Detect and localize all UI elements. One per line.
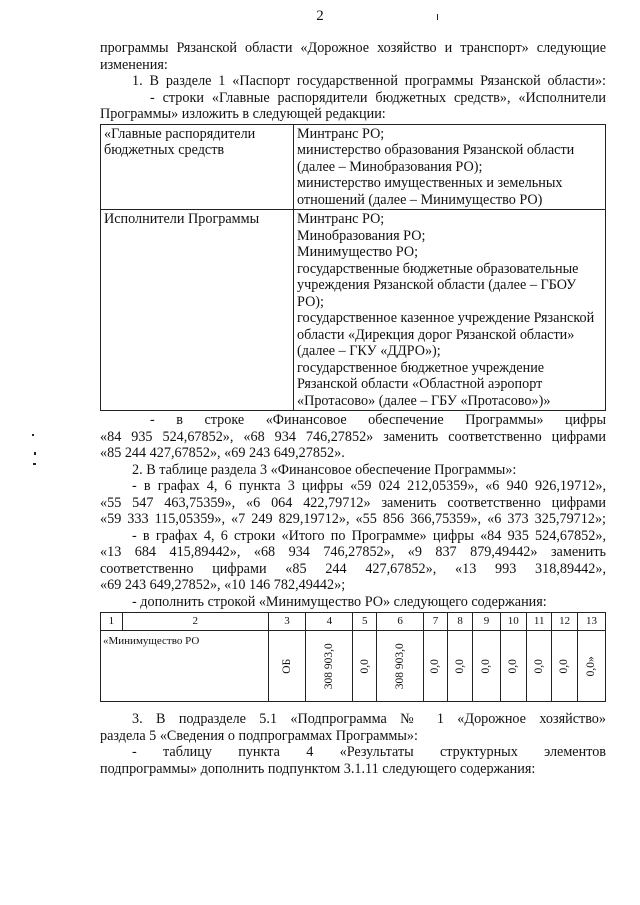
scan-speck xyxy=(34,452,36,455)
header-cell: 1 xyxy=(101,613,123,631)
total-line-2: «13 684 415,89442», «68 934 746,27852», «9 837 879,49442» заменить xyxy=(100,544,606,560)
graphs-line-1: - в графах 4, 6 пункта 3 цифры «59 024 212,05359», «6 940 926,19712», xyxy=(132,478,606,494)
table-cell xyxy=(552,631,577,702)
header-cell: 2 xyxy=(122,613,268,631)
add-row-paragraph: - дополнить строкой «Минимущество РО» следующего содержания: xyxy=(132,593,547,610)
header-cell: 3 xyxy=(268,613,306,631)
table-cell xyxy=(353,631,377,702)
item-3-line-1: 3. В подразделе 5.1 «Подпрограмма № 1 «Дорожное хозяйство» xyxy=(132,711,606,727)
vertical-value: ОБ xyxy=(280,658,293,674)
vertical-value: 0,0 xyxy=(532,658,545,674)
table-row xyxy=(101,210,606,411)
table-cell xyxy=(268,631,306,702)
table-cell: «Главные распорядители бюджетных средств xyxy=(101,124,294,210)
row-name-cell: «Минимущество РО xyxy=(101,631,269,702)
item-1-line-1: - строки «Главные распорядители бюджетных средств», «Исполнители xyxy=(150,89,606,106)
header-cell: 7 xyxy=(424,613,448,631)
total-line-3: соответственно цифрами «85 244 427,67852», «13 993 318,89442», xyxy=(100,560,606,577)
financing-line-1: - в строке «Финансовое обеспечение Программы» цифры xyxy=(150,412,606,428)
financing-line-2: «84 935 524,67852», «68 934 746,27852» заменить соответственно цифрами xyxy=(100,428,606,445)
header-cell: 4 xyxy=(306,613,353,631)
header-cell: 8 xyxy=(447,613,472,631)
table-add-line-1: - таблицу пункта 4 «Результаты структурных элементов xyxy=(132,744,606,760)
table-add-line-2: подпрограммы» дополнить подпунктом 3.1.11 следующего содержания: xyxy=(100,760,536,777)
table-cell xyxy=(500,631,526,702)
item-2: 2. В таблице раздела 3 «Финансовое обеспечение Программы»: xyxy=(132,461,517,478)
vertical-value: 0,0 xyxy=(429,658,442,674)
table-cell xyxy=(577,631,605,702)
vertical-value: 308 903,0 xyxy=(323,643,336,689)
vertical-value: 0,0 xyxy=(358,658,371,674)
table-cell: Минтранс РО; министерство образования Рязанской области (далее – Минобразования РО); министерство имущественных и земельных отношений (далее – Минимущество РО) xyxy=(294,124,606,210)
header-cell: 11 xyxy=(526,613,551,631)
table-cell xyxy=(473,631,500,702)
item-1: 1. В разделе 1 «Паспорт государственной программы Рязанской области»: xyxy=(132,73,606,89)
total-line-4: «69 243 649,27852», «10 146 782,49442»; xyxy=(100,577,346,593)
header-cell: 10 xyxy=(500,613,526,631)
table-cell xyxy=(424,631,448,702)
vertical-value: 0,0 xyxy=(558,658,571,674)
header-cell: 12 xyxy=(552,613,577,631)
total-line-1: - в графах 4, 6 строки «Итого по Программе» цифры «84 935 524,67852», xyxy=(132,527,606,544)
header-cell: 9 xyxy=(473,613,500,631)
table-header-row xyxy=(101,613,606,631)
header-cell: 5 xyxy=(353,613,377,631)
financing-line-3: «85 244 427,67852», «69 243 649,27852». xyxy=(100,445,345,461)
item-3-line-2: раздела 5 «Сведения о подпрограммах Программы»: xyxy=(100,727,418,744)
graphs-line-2: «55 547 463,75359», «6 064 422,79712» заменить соответственно цифрами xyxy=(100,494,606,511)
item-1-line-2: Программы» изложить в следующей редакции: xyxy=(100,106,386,122)
table-cell xyxy=(447,631,472,702)
vertical-value: 0,0 xyxy=(453,658,466,674)
table-row xyxy=(101,631,606,702)
table-cell xyxy=(306,631,353,702)
table-cell: Минтранс РО; Минобразования РО; Минимущество РО; государственные бюджетные образовательные учреждения Рязанской области (далее – ГБОУ РО); государственное казенное учреждение Рязанской области «Дирекция дорог Рязанской области» (далее – ГКУ «ДДРО»); государственное бюджетное учреждение Рязанской области «Областной аэропорт «Протасово» (далее – ГБУ «Протасово»)» xyxy=(294,210,606,411)
scan-speck xyxy=(437,14,438,20)
vertical-value: 308 903,0 xyxy=(393,643,406,689)
scan-speck xyxy=(32,434,34,436)
financing-table xyxy=(100,612,606,702)
vertical-value: 0,0» xyxy=(585,655,598,677)
page-number: 2 xyxy=(316,8,324,24)
graphs-line-3: «59 333 115,05359», «7 249 829,19712», «55 856 366,75359», «6 373 325,79712»; xyxy=(100,511,606,527)
vertical-value: 0,0 xyxy=(507,658,520,674)
passport-table xyxy=(100,124,606,412)
intro-paragraph: программы Рязанской области «Дорожное хозяйство и транспорт» следующие изменения: xyxy=(100,40,606,73)
document-body xyxy=(100,40,606,777)
vertical-value: 0,0 xyxy=(480,658,493,674)
scan-speck xyxy=(33,463,36,465)
table-row xyxy=(101,124,606,210)
table-cell xyxy=(377,631,424,702)
header-cell: 13 xyxy=(577,613,605,631)
table-cell xyxy=(526,631,551,702)
table-cell: Исполнители Программы xyxy=(101,210,294,411)
header-cell: 6 xyxy=(377,613,424,631)
